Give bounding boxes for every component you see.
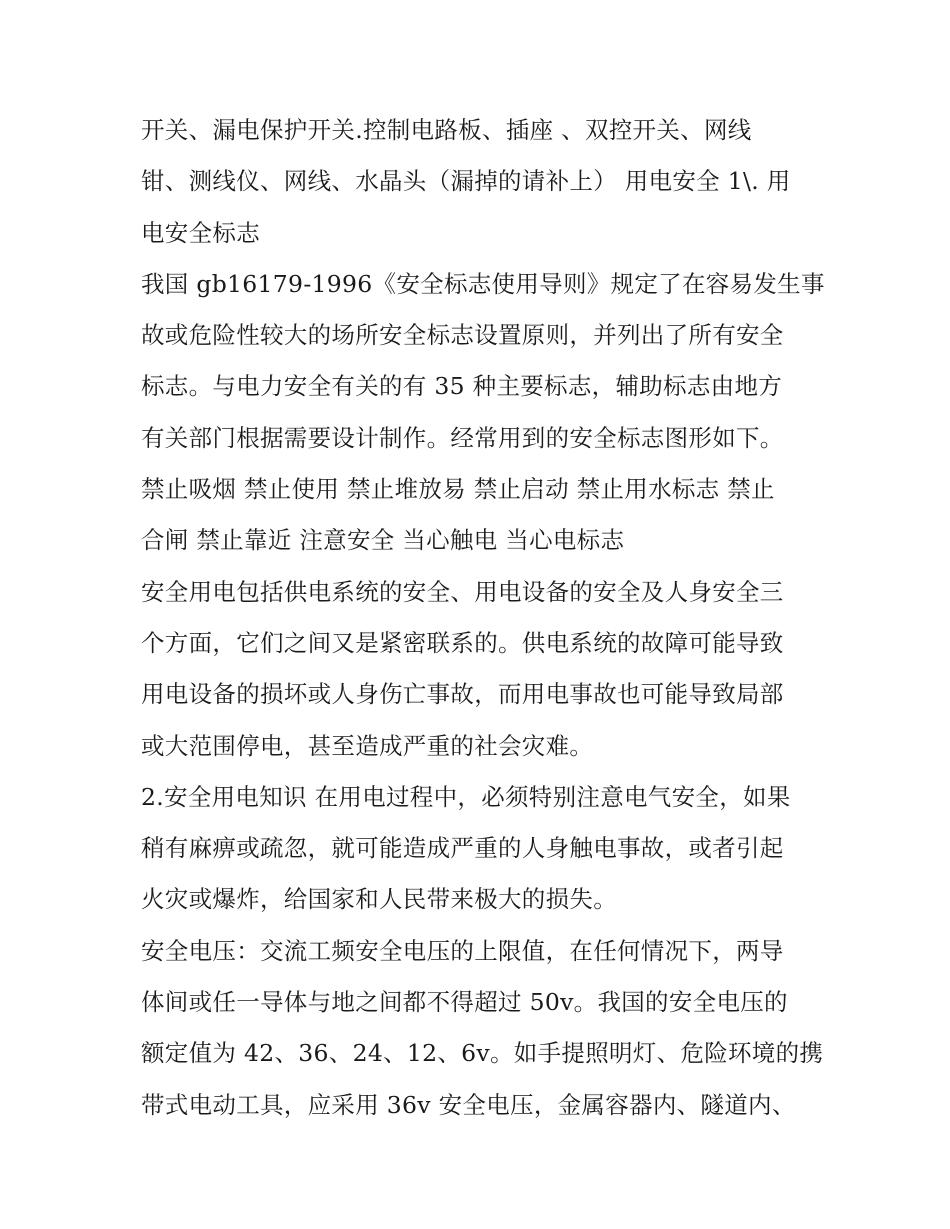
text-line: 开关、漏电保护开关.控制电路板、插座 、双控开关、网线 xyxy=(141,116,752,144)
text-line: 稍有麻痹或疏忽，就可能造成严重的人身触电事故，或者引起 xyxy=(141,834,784,863)
text-line: 2.安全用电知识 在用电过程中，必须特别注意电气安全，如果 xyxy=(141,782,791,811)
text-line: 标志。与电力安全有关的有 35 种主要标志，辅助标志由地方 xyxy=(141,372,783,401)
text-line: 火灾或爆炸，给国家和人民带来极大的损失。 xyxy=(141,885,617,914)
text-line: 安全电压：交流工频安全电压的上限值，在任何情况下，两导 xyxy=(141,936,784,965)
text-line: 电安全标志 xyxy=(141,218,260,247)
text-line: 或大范围停电，甚至造成严重的社会灾难。 xyxy=(141,731,594,760)
text-line: 额定值为 42、36、24、12、6v。如手提照明灯、危险环境的携 xyxy=(141,1039,824,1068)
text-line: 带式电动工具，应采用 36v 安全电压，金属容器内、隧道内、 xyxy=(141,1090,796,1119)
text-line: 用电设备的损坏或人身伤亡事故，而用电事故也可能导致局部 xyxy=(141,680,784,709)
text-line: 安全用电包括供电系统的安全、用电设备的安全及人身安全三 xyxy=(141,577,784,606)
text-line: 我国 gb16179-1996《安全标志使用导则》规定了在容易发生事 xyxy=(141,269,825,298)
text-line: 个方面，它们之间又是紧密联系的。供电系统的故障可能导致 xyxy=(141,628,784,657)
text-line: 禁止吸烟 禁止使用 禁止堆放易 禁止启动 禁止用水标志 禁止 xyxy=(141,475,775,504)
text-line: 故或危险性较大的场所安全标志设置原则，并列出了所有安全 xyxy=(141,321,784,350)
text-line: 有关部门根据需要设计制作。经常用到的安全标志图形如下。 xyxy=(141,423,784,452)
text-line: 体间或任一导体与地之间都不得超过 50v。我国的安全电压的 xyxy=(141,988,788,1017)
text-line: 合闸 禁止靠近 注意安全 当心触电 当心电标志 xyxy=(141,526,625,555)
document-body xyxy=(141,110,825,1136)
text-line: 钳、测线仪、网线、水晶头（漏掉的请补上） 用电安全 1\. 用 xyxy=(141,167,791,196)
